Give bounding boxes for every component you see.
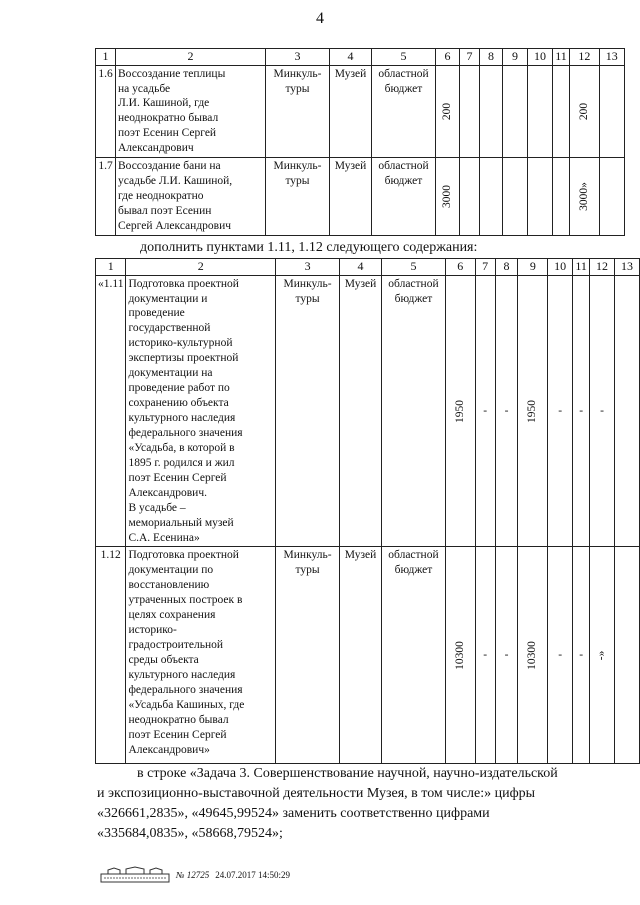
desc-line: поэт Есенин Сергей <box>128 728 227 741</box>
desc-line: неоднократно бывал <box>128 713 229 726</box>
doc-datetime: 24.07.2017 14:50:29 <box>215 870 291 880</box>
col-header: 3 <box>266 49 330 66</box>
source-line: областной <box>378 67 429 80</box>
amount-col7 <box>475 275 495 547</box>
empty-cell <box>599 65 624 158</box>
col-header: 3 <box>276 259 340 276</box>
source-line: областной <box>378 160 429 173</box>
registration-stamp-icon <box>100 866 170 884</box>
participant-cell: Музей <box>330 158 372 236</box>
amount-col9 <box>518 547 548 764</box>
empty-cell <box>615 547 640 764</box>
item-description <box>126 275 276 547</box>
desc-line: 1895 г. родился и жил <box>128 456 235 469</box>
desc-line: Воссоздание теплицы <box>118 67 226 80</box>
col-header: 5 <box>372 49 436 66</box>
amount-col6 <box>436 65 460 158</box>
desc-line: С.А. Есенина» <box>128 531 200 544</box>
desc-line: документации на <box>128 367 213 380</box>
desc-line: Воссоздание бани на <box>118 160 221 173</box>
empty-cell <box>480 158 503 236</box>
amount-col10 <box>548 275 573 547</box>
table-row <box>96 158 625 236</box>
empty-cell <box>553 158 570 236</box>
executor-line: Минкуль- <box>283 277 332 290</box>
amount-value: - <box>483 649 488 661</box>
amount-value: 3000» <box>577 182 590 211</box>
desc-line: восстановлению <box>128 579 210 592</box>
paragraph-text: «326661,2835», «49645,99524» заменить соответственно цифрами <box>97 806 490 821</box>
paragraph-line <box>97 824 615 844</box>
amount-col12 <box>570 158 600 236</box>
amendment-paragraph <box>97 764 615 844</box>
desc-line: экспертизы проектной <box>128 352 239 365</box>
paragraph-text: «335684,0835», «58668,79524»; <box>97 826 283 841</box>
funding-source-cell <box>372 65 436 158</box>
col-header: 4 <box>340 259 382 276</box>
amount-col12 <box>570 65 600 158</box>
amount-col8 <box>495 275 518 547</box>
executor-line: туры <box>285 175 310 188</box>
desc-line: В усадьбе – <box>128 501 186 514</box>
desc-line: историко-культурной <box>128 337 233 350</box>
desc-line: федерального значения <box>128 683 243 696</box>
col-header: 8 <box>495 259 518 276</box>
table-row <box>96 65 625 158</box>
funding-source-cell <box>372 158 436 236</box>
col-header: 11 <box>573 259 590 276</box>
desc-line: Александрович» <box>128 743 210 756</box>
desc-line: градостроительной <box>128 639 224 652</box>
table-header-row <box>96 49 625 66</box>
amount-value: - <box>579 404 584 417</box>
executor-cell <box>266 65 330 158</box>
amount-value: 10300 <box>526 641 539 670</box>
document-footer <box>100 866 290 884</box>
col-header: 1 <box>96 259 126 276</box>
doc-number: № 12725 <box>176 870 210 880</box>
source-line: бюджет <box>384 82 423 95</box>
desc-line: документации и <box>128 292 208 305</box>
empty-cell <box>503 158 528 236</box>
table-1 <box>95 48 625 236</box>
col-header: 6 <box>436 49 460 66</box>
col-header: 6 <box>445 259 475 276</box>
item-description <box>116 65 266 158</box>
amount-value: - <box>558 404 563 417</box>
desc-line: среды объекта <box>128 654 199 667</box>
desc-line: неоднократно бывал <box>118 112 219 125</box>
empty-cell <box>599 158 624 236</box>
source-line: бюджет <box>384 175 423 188</box>
executor-line: туры <box>285 82 310 95</box>
amount-value: - <box>504 649 509 661</box>
row-number: 1.6 <box>96 65 116 158</box>
desc-line: федерального значения <box>128 426 243 439</box>
table-row <box>96 275 640 547</box>
amount-value: 10300 <box>453 641 466 670</box>
participant-cell: Музей <box>340 547 382 764</box>
desc-line: мемориальный музей <box>128 516 234 529</box>
desc-line: где неоднократно <box>118 190 204 203</box>
amount-col11 <box>573 547 590 764</box>
source-line: бюджет <box>394 564 433 577</box>
col-header: 1 <box>96 49 116 66</box>
col-header: 7 <box>475 259 495 276</box>
col-header: 8 <box>480 49 503 66</box>
col-header: 7 <box>460 49 480 66</box>
funding-source-cell <box>381 275 445 547</box>
desc-line: культурного наследия <box>128 668 236 681</box>
col-header: 2 <box>116 49 266 66</box>
desc-line: сохранению объекта <box>128 397 229 410</box>
participant-cell: Музей <box>330 65 372 158</box>
col-header: 4 <box>330 49 372 66</box>
desc-line: Александрович. <box>128 486 207 499</box>
amount-value: 1950 <box>526 399 539 423</box>
amount-col6 <box>436 158 460 236</box>
amount-col6 <box>445 547 475 764</box>
item-description <box>116 158 266 236</box>
source-line: областной <box>388 549 439 562</box>
amount-value: 200 <box>577 102 590 121</box>
executor-line: Минкуль- <box>283 549 332 562</box>
desc-line: проведение <box>128 307 185 320</box>
row-number: «1.11 <box>96 275 126 547</box>
desc-line: документации по <box>128 564 214 577</box>
executor-cell <box>266 158 330 236</box>
row-number: 1.12 <box>96 547 126 764</box>
row-number: 1.7 <box>96 158 116 236</box>
amount-value: - <box>558 649 563 661</box>
desc-line: целях сохранения <box>128 609 216 622</box>
desc-line: Подготовка проектной <box>128 277 239 290</box>
desc-line: усадьбе Л.И. Кашиной, <box>118 175 233 188</box>
empty-cell <box>553 65 570 158</box>
executor-cell <box>276 547 340 764</box>
amount-value: 200 <box>441 102 454 121</box>
amount-col12 <box>590 275 615 547</box>
col-header: 12 <box>590 259 615 276</box>
amount-col8 <box>495 547 518 764</box>
amount-value: 3000 <box>441 185 454 209</box>
empty-cell <box>615 275 640 547</box>
source-line: областной <box>388 277 439 290</box>
funding-source-cell <box>381 547 445 764</box>
executor-line: туры <box>295 564 320 577</box>
col-header: 2 <box>126 259 276 276</box>
page-number: 4 <box>316 10 324 27</box>
executor-cell <box>276 275 340 547</box>
desc-line: проведение работ по <box>128 382 230 395</box>
paragraph-line <box>97 784 615 804</box>
col-header: 13 <box>615 259 640 276</box>
executor-line: Минкуль- <box>273 160 322 173</box>
col-header: 5 <box>381 259 445 276</box>
desc-line: государственной <box>128 322 211 335</box>
empty-cell <box>460 65 480 158</box>
table-row <box>96 547 640 764</box>
col-header: 13 <box>599 49 624 66</box>
col-header: 11 <box>553 49 570 66</box>
col-header: 9 <box>518 259 548 276</box>
col-header: 12 <box>570 49 600 66</box>
executor-line: Минкуль- <box>273 67 322 80</box>
desc-line: поэт Есенин Сергей <box>128 471 227 484</box>
desc-line: поэт Есенин Сергей <box>118 127 217 140</box>
empty-cell <box>460 158 480 236</box>
paragraph-line <box>97 804 615 824</box>
paragraph-line <box>97 764 615 784</box>
amount-col11 <box>573 275 590 547</box>
desc-line: историко- <box>128 624 177 637</box>
empty-cell <box>528 65 553 158</box>
table-2 <box>95 258 640 764</box>
desc-line: Подготовка проектной <box>128 549 239 562</box>
amount-value: -» <box>595 650 608 661</box>
table-header-row <box>96 259 640 276</box>
desc-line: Л.И. Кашиной, где <box>118 97 210 110</box>
col-header: 9 <box>503 49 528 66</box>
desc-line: «Усадьба, в которой в <box>128 441 235 454</box>
amount-col6 <box>445 275 475 547</box>
paragraph-text: и экспозиционно-выставочной деятельности Музея, в том числе:» цифры <box>97 786 536 801</box>
amount-col10 <box>548 547 573 764</box>
amount-value: - <box>504 404 509 417</box>
paragraph-text: в строке «Задача 3. Совершенствование научной, научно-издательской <box>137 766 558 781</box>
desc-line: Сергей Александрович <box>118 219 232 232</box>
desc-line: бывал поэт Есенин <box>118 205 212 218</box>
desc-line: культурного наследия <box>128 412 236 425</box>
desc-line: на усадьбе <box>118 82 171 95</box>
empty-cell <box>528 158 553 236</box>
item-description <box>126 547 276 764</box>
amount-value: - <box>579 649 584 661</box>
col-header: 10 <box>528 49 553 66</box>
amount-value: - <box>600 404 604 417</box>
amount-value: - <box>483 404 488 417</box>
amendment-intro: дополнить пунктами 1.11, 1.12 следующего содержания: <box>140 240 478 255</box>
source-line: бюджет <box>394 292 433 305</box>
desc-line: Александрович <box>118 142 194 155</box>
amount-col12 <box>590 547 615 764</box>
amount-col7 <box>475 547 495 764</box>
desc-line: утраченных построек в <box>128 594 243 607</box>
executor-line: туры <box>295 292 320 305</box>
empty-cell <box>480 65 503 158</box>
amount-value: 1950 <box>453 399 466 423</box>
desc-line: «Усадьба Кашиных, где <box>128 698 245 711</box>
col-header: 10 <box>548 259 573 276</box>
participant-cell: Музей <box>340 275 382 547</box>
empty-cell <box>503 65 528 158</box>
amount-col9 <box>518 275 548 547</box>
